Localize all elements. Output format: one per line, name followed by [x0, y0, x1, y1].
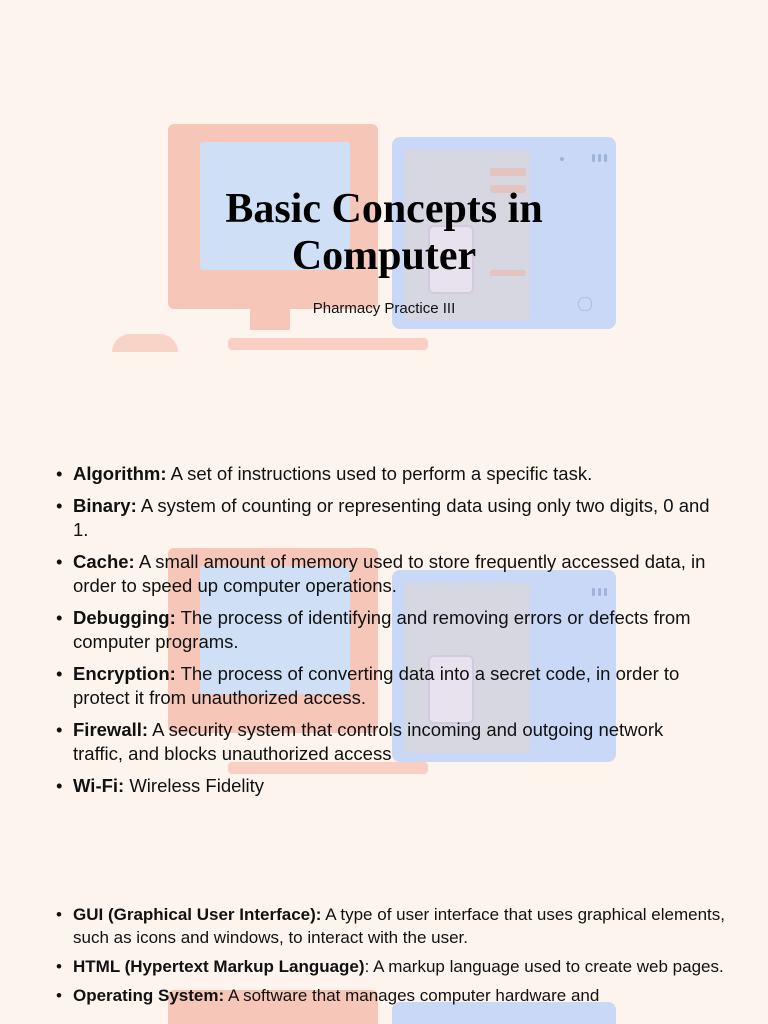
definitions-list [56, 903, 726, 1013]
list-item: • Cache: A small amount of memory used to store frequently accessed data, in order to speed up computer operations. [56, 550, 716, 598]
list-item: • Encryption: The process of converting data into a secret code, in order to protect it from unauthorized access. [56, 662, 716, 710]
tower-slot [490, 168, 526, 176]
list-item: • Wi-Fi: Wireless Fidelity [56, 774, 716, 798]
title-slide [0, 0, 768, 400]
list-item: • Operating System: A software that manages computer hardware and [56, 984, 726, 1007]
title-line-1: Basic Concepts in [225, 186, 543, 232]
subtitle: Pharmacy Practice III [312, 300, 456, 317]
list-item: • Binary: A system of counting or representing data using only two digits, 0 and 1. [56, 494, 716, 542]
list-item: • Debugging: The process of identifying and removing errors or defects from computer programs. [56, 606, 716, 654]
list-item: • Algorithm: A set of instructions used to perform a specific task. [56, 462, 716, 486]
list-item: • GUI (Graphical User Interface): A type of user interface that uses graphical elements, such as icons and windows, to interact with the user. [56, 903, 726, 949]
indicator-dot [592, 154, 595, 162]
title-line-2: Computer [291, 233, 477, 279]
definitions-slide-2 [0, 840, 768, 1024]
mouse-icon [112, 334, 178, 352]
list-item: • HTML (Hypertext Markup Language): A markup language used to create web pages. [56, 955, 726, 978]
definitions-slide-1 [0, 400, 768, 840]
page-title [0, 186, 768, 280]
definitions-list [56, 462, 716, 806]
monitor-base [228, 338, 428, 350]
indicator-dot [560, 157, 564, 161]
indicator-dot [604, 154, 607, 162]
indicator-dot [598, 154, 601, 162]
list-item: • Firewall: A security system that controls incoming and outgoing network traffic, and blocks unauthorized access [56, 718, 716, 766]
